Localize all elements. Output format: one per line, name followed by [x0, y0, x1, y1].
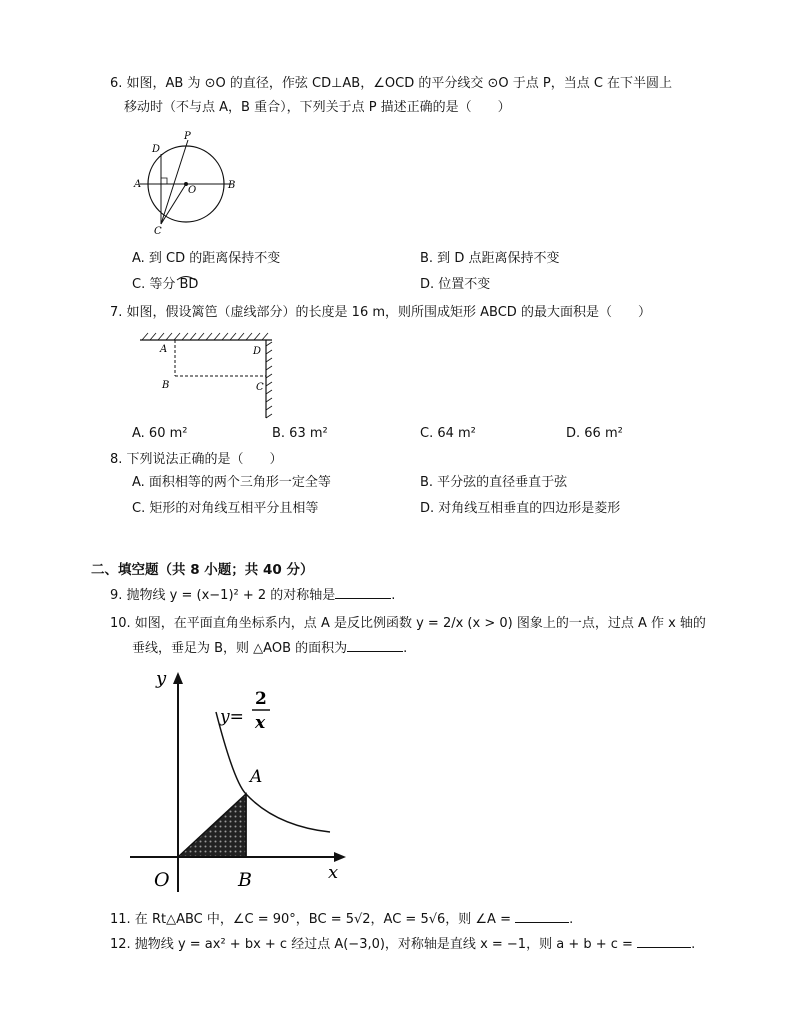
q11-text: 11. 在 Rt△ABC 中，∠C = 90°，BC = 5√2，AC = 5√6，则 ∠A = [110, 912, 511, 927]
q12-line-1 [110, 933, 695, 957]
q8-option-b: B. 平分弦的直径垂直于弦 [420, 475, 568, 490]
q10-end: . [403, 641, 408, 656]
right-wall-hatch [266, 342, 272, 418]
q7-option-b: B. 63 m² [272, 426, 328, 441]
q6-option-a: A. 到 CD 的距离保持不变 [132, 251, 281, 266]
label-a: A [250, 767, 263, 787]
q12-end: . [691, 937, 696, 952]
arc-mark-icon [176, 275, 196, 281]
label-x-axis: x [328, 862, 339, 883]
label-b: B [238, 869, 252, 891]
right-angle-mark [161, 178, 167, 184]
label-d: D [152, 144, 161, 155]
q8-line-1: 8. 下列说法正确的是（ ） [110, 452, 283, 467]
label-a: A [134, 179, 142, 190]
q6-line-2: 移动时（不与点 A，B 重合），下列关于点 P 描述正确的是（ ） [124, 100, 511, 115]
q12-answer-blank[interactable] [637, 933, 691, 948]
q9-answer-blank[interactable] [335, 584, 391, 599]
top-wall-hatch [142, 333, 268, 340]
q10-line-1: 10. 如图，在平面直角坐标系内，点 A 是反比例函数 y = 2/x (x > 0) 图象上的一点，过点 A 作 x 轴的 [110, 616, 706, 631]
y-axis-arrow [173, 672, 183, 684]
label-b: B [228, 180, 236, 191]
triangle-aob [178, 794, 246, 857]
section-title: 二、填空题（共 8 小题；共 40 分） [91, 562, 314, 578]
q8-option-c: C. 矩形的对角线互相平分且相等 [132, 501, 319, 516]
curve-equation-lhs: y= [220, 707, 244, 727]
label-c: C [256, 382, 264, 393]
label-c: C [154, 226, 162, 237]
label-y-axis: y [156, 668, 167, 689]
q9-line-1 [110, 584, 395, 608]
label-o: O [154, 869, 170, 891]
segment-co [161, 184, 186, 224]
q7-option-a: A. 60 m² [132, 426, 188, 441]
q7-fence-figure [138, 332, 278, 422]
q6-circle-figure [130, 128, 250, 238]
q10-text: 垂线，垂足为 B，则 △AOB 的面积为 [132, 641, 348, 656]
q7-option-c: C. 64 m² [420, 426, 476, 441]
curve-equation-num: 2 [255, 689, 267, 709]
q6-option-c-text: C. 等分 BD [132, 277, 199, 292]
label-d: D [253, 346, 262, 357]
q9-text: 9. 抛物线 y = (x−1)² + 2 的对称轴是 [110, 588, 336, 603]
q8-option-a: A. 面积相等的两个三角形一定全等 [132, 475, 331, 490]
q6-line-1: 6. 如图，AB 为 ⊙O 的直径，作弦 CD⊥AB，∠OCD 的平分线交 ⊙O 于点 P，当点 C 在下半圆上 [110, 76, 673, 91]
q12-text: 12. 抛物线 y = ax² + bx + c 经过点 A(−3,0)，对称轴是直线 x = −1，则 a + b + c = [110, 937, 633, 952]
curve-equation-den: x [255, 713, 266, 733]
label-a: A [160, 344, 168, 355]
q11-answer-blank[interactable] [515, 908, 569, 923]
q10-line-2 [132, 637, 407, 661]
q7-option-d: D. 66 m² [566, 426, 623, 441]
q11-end: . [569, 912, 574, 927]
x-axis-arrow [334, 852, 346, 862]
q6-option-d: D. 位置不变 [420, 277, 491, 292]
q6-option-c [132, 273, 198, 297]
label-o: O [188, 185, 197, 196]
q7-line-1: 7. 如图，假设篱笆（虚线部分）的长度是 16 m，则所围成矩形 ABCD 的最大面积是（ ） [110, 305, 651, 320]
q8-option-d: D. 对角线互相垂直的四边形是菱形 [420, 501, 621, 516]
q11-line-1 [110, 908, 573, 932]
label-b: B [162, 380, 170, 391]
q10-answer-blank[interactable] [347, 637, 403, 652]
q9-end: . [391, 588, 396, 603]
label-p: P [184, 131, 191, 142]
q6-option-b: B. 到 D 点距离保持不变 [420, 251, 560, 266]
q10-graph-figure [128, 664, 358, 894]
